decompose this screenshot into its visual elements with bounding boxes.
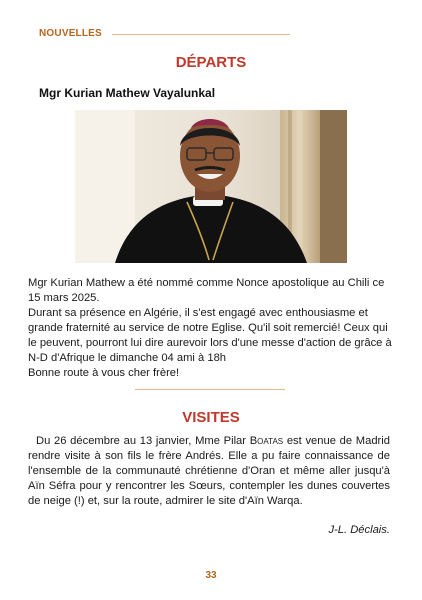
visitor-surname: Boatas <box>249 435 284 447</box>
visit-text-end: est venue de Madrid rendre visite à son fils le frère Andrés. Elle a pu faire connaissance de l'ensemble de la communauté chrétienne d'Oran et même aller jusqu'à Aïn Séfra pour y rencontrer les Sœurs, contempler les dunes couvertes de neige (!) et, sur la route, admirer le site d'Aïn Warqa. <box>28 435 390 507</box>
section-divider <box>135 389 285 390</box>
visit-text-start: Du 26 décembre au 13 janvier, Mme Pilar <box>36 435 250 447</box>
departures-heading: DÉPARTS <box>175 54 247 71</box>
departure-text <box>28 276 398 381</box>
page-number: 33 <box>205 570 217 581</box>
visits-heading: VISITES <box>182 409 240 426</box>
departure-paragraph: Durant sa présence en Algérie, il s'est engagé avec enthousiasme et grande fraternité au service de notre Eglise. Qu'il soit remercié! Ceux qui le peuvent, pourront lui dire aurevoir lors d'une messe d'action de grâce à N-D d'Afrique le dimanche 04 ami à 18h <box>28 307 392 364</box>
person-name: Mgr Kurian Mathew Vayalunkal <box>39 86 216 100</box>
signature: J-L. Déclais. <box>328 524 390 536</box>
departure-paragraph: Bonne route à vous cher frère! <box>28 367 180 379</box>
section-tag: NOUVELLES <box>39 28 102 39</box>
departure-paragraph: Mgr Kurian Mathew a été nommé comme Nonce apostolique au Chili ce 15 mars 2025. <box>28 277 385 304</box>
portrait-photo <box>75 110 347 263</box>
section-tag-rule <box>112 34 290 35</box>
visit-paragraph <box>28 434 390 509</box>
